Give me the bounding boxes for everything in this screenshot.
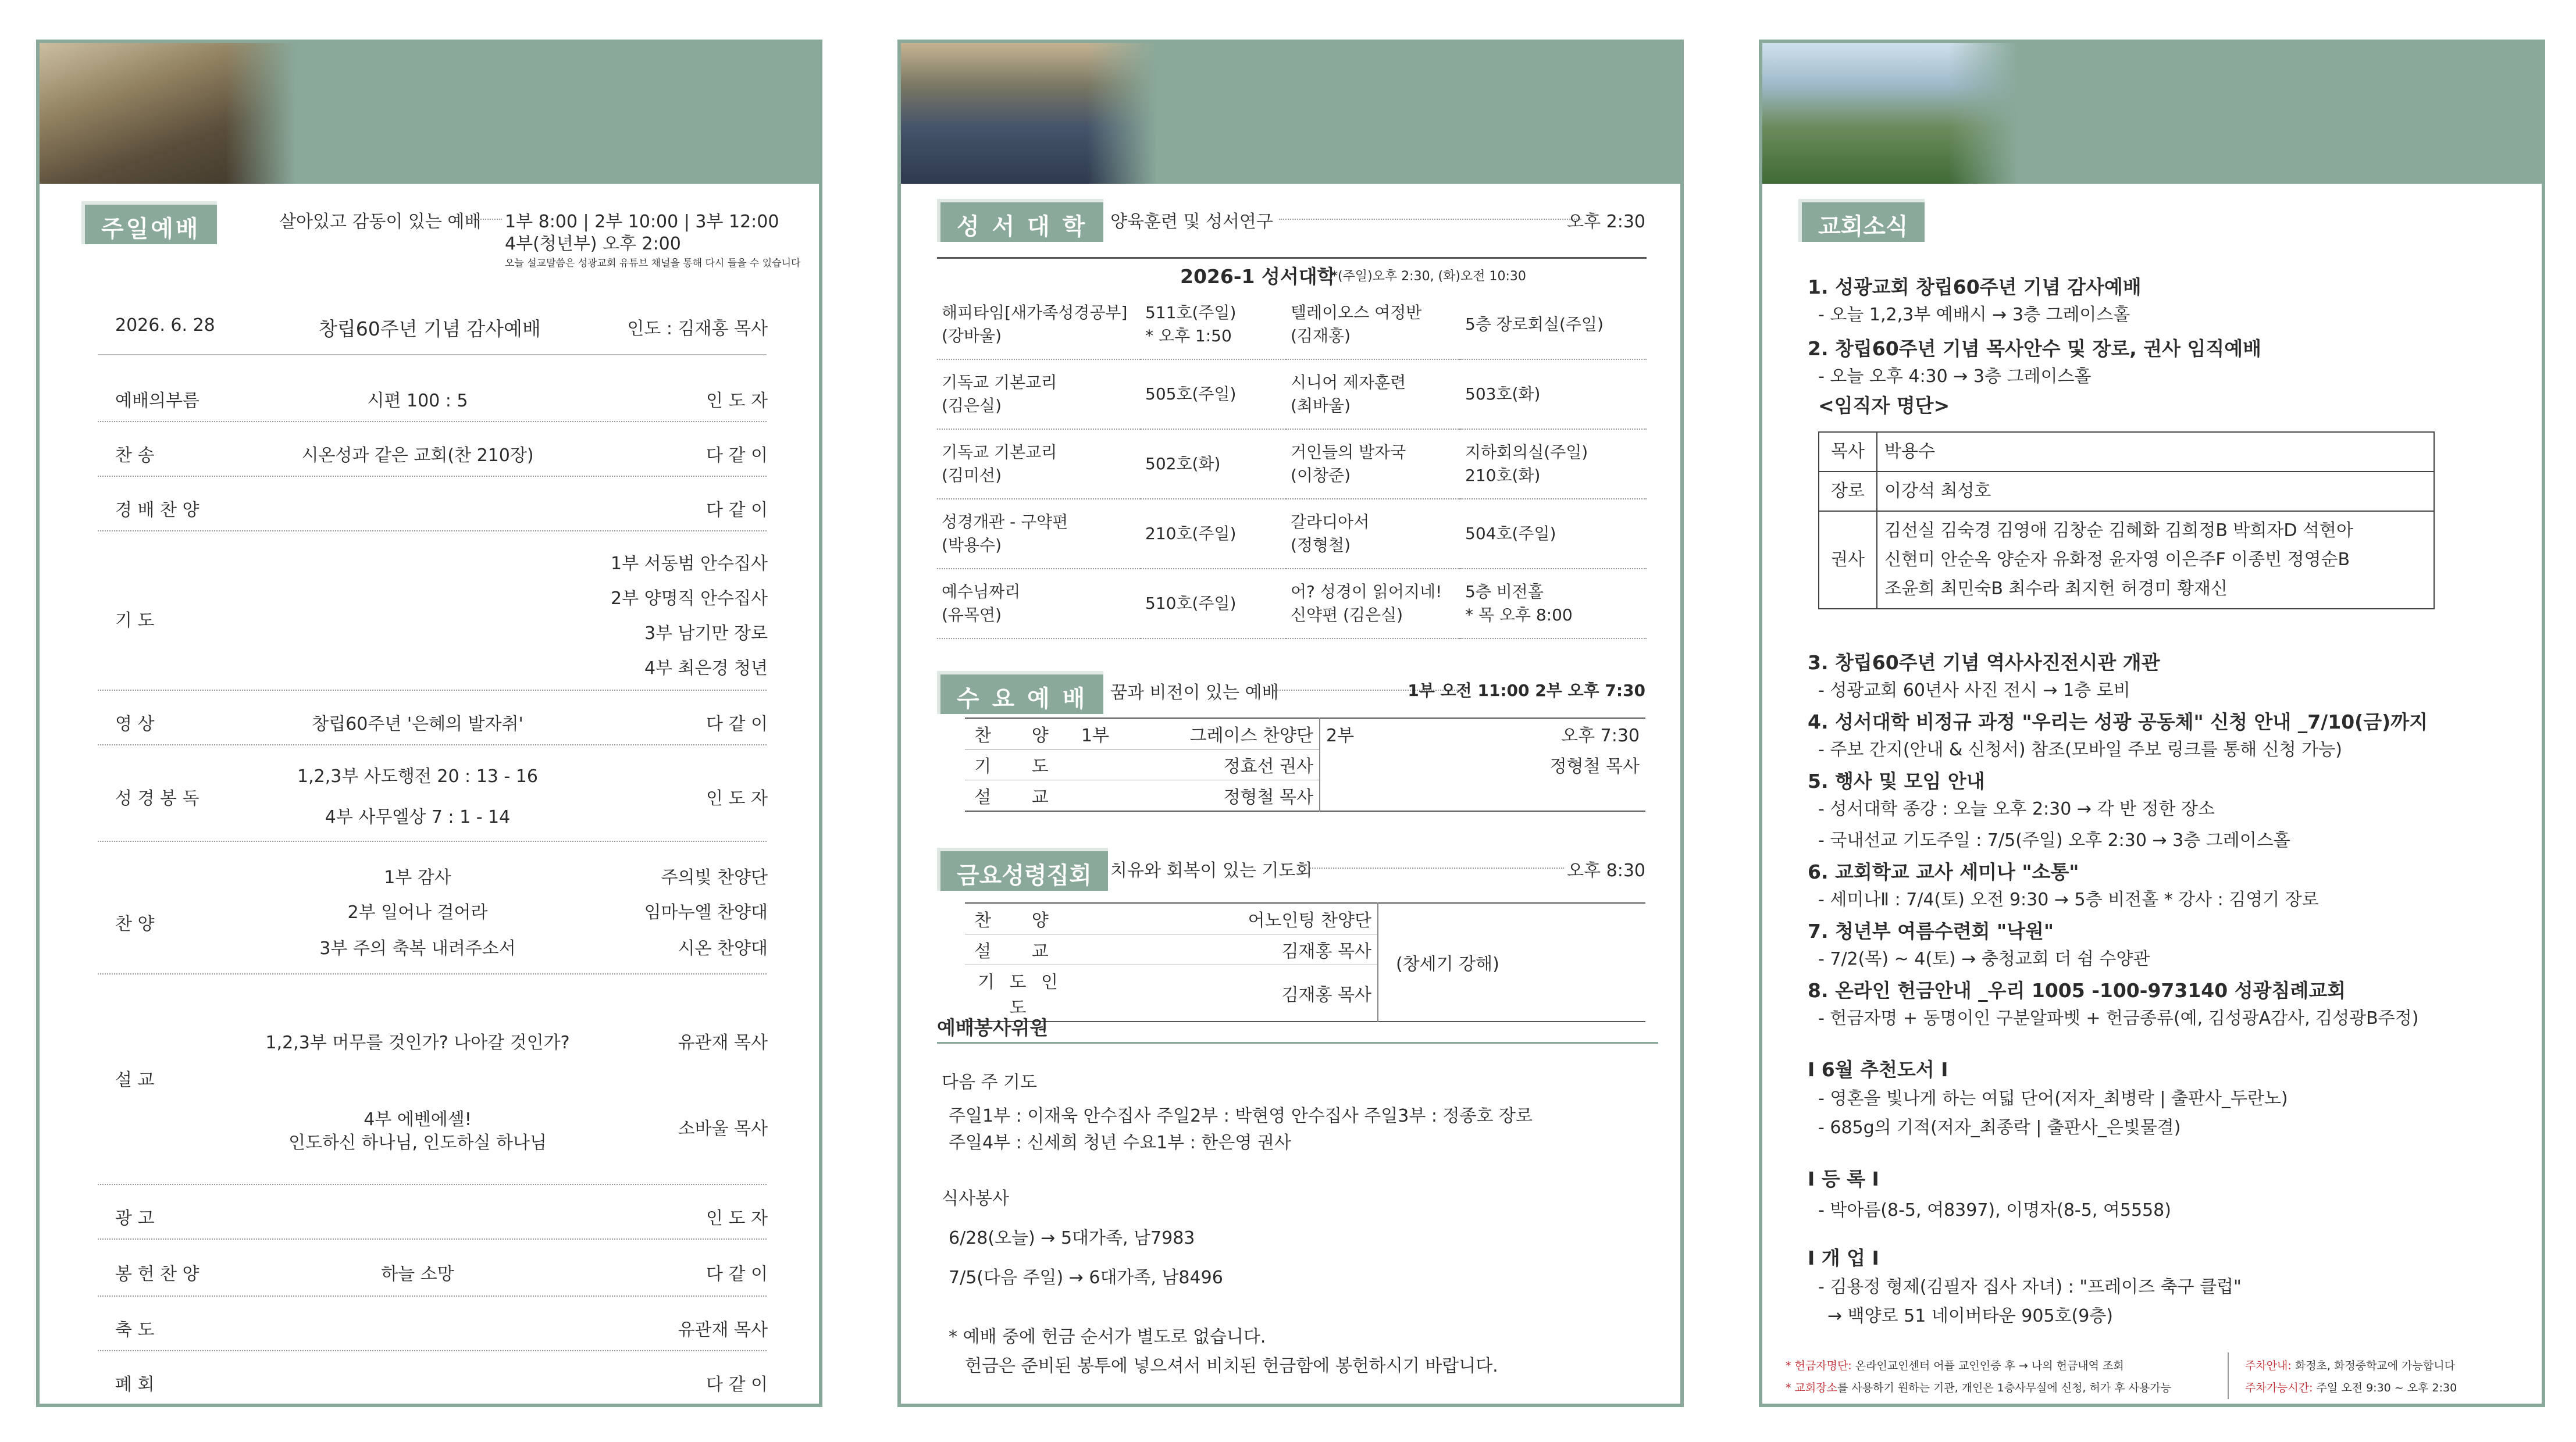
service-times: 1부 8:00 | 2부 10:00 | 3부 12:00 (505, 212, 779, 232)
ord-names: 박용수 (1877, 432, 2434, 472)
divider (98, 841, 767, 842)
course-name (1286, 290, 1460, 359)
order-label: 봉 헌 찬 양 (115, 1264, 199, 1284)
hymn-title: 3부 주의 축복 내려주소서 (319, 938, 516, 959)
course-room (1141, 499, 1286, 569)
divider (467, 219, 502, 220)
fri-person: 김재홍 목사 (1075, 934, 1378, 965)
course-room (1460, 569, 1647, 638)
news-detail: - 오늘 1,2,3부 예배시 → 3층 그레이스홀 (1818, 305, 2130, 325)
course-text: 신약편 (김은실) (1291, 605, 1403, 624)
course-text: 텔레이오스 여정반 (1291, 302, 1422, 322)
divider (2228, 1352, 2229, 1399)
room-text: 504호(주일) (1465, 524, 1556, 543)
course-room (1460, 499, 1647, 569)
news-heading: 4. 성서대학 비정규 과정 "우리는 성광 공동체" 신청 안내 _7/10(금)까지 (1808, 711, 2428, 733)
wednesday-subtitle: 꿈과 비전이 있는 예배 (1110, 683, 1279, 703)
course-text: 거인들의 발자국 (1291, 442, 1406, 462)
prayer-person: 3부 남기만 장로 (644, 623, 768, 644)
sermon-subtitle: 인도하신 하나님, 인도하실 하나님 (288, 1133, 547, 1153)
order-label: 영 상 (115, 714, 155, 734)
divider (98, 973, 767, 975)
book-item: - 685g의 기적(저자_최종락 | 출판사_은빛물결) (1818, 1118, 2181, 1138)
ord-names: 김선실 김숙경 김영애 김창순 김혜화 김희정B 박희자D 석현아 (1884, 520, 2353, 541)
order-label: 기 도 (115, 611, 155, 631)
service-title: 창립60주년 기념 감사예배 (319, 317, 541, 340)
meal-line: 6/28(오늘) → 5대가족, 남7983 (949, 1228, 1195, 1248)
course-row (937, 569, 1647, 638)
sermon-title: 1,2,3부 머무를 것인가? 나아갈 것인가? (265, 1033, 570, 1053)
news-detail: - 주보 간지(안내 & 신청서) 참조(모바일 주보 링크를 통해 신청 가능) (1818, 740, 2342, 760)
order-label: 찬 송 (115, 445, 155, 466)
divider (98, 1295, 767, 1297)
fri-person: 어노인팅 찬양단 (1075, 903, 1378, 934)
order-person: 다 같 이 (706, 500, 768, 520)
opening-item: → 백양로 51 네이버타운 905호(9층) (1827, 1306, 2114, 1326)
bible-college-panel (897, 40, 1684, 1407)
course-row (937, 359, 1647, 429)
course-name (1286, 499, 1460, 569)
divider (98, 1238, 767, 1240)
footer-key: * 교회장소 (1786, 1382, 1837, 1394)
news-heading: 6. 교회학교 교사 세미나 "소통" (1808, 861, 2079, 883)
course-text: (유목연) (942, 605, 1002, 624)
news-detail: - 헌금자명 + 동명이인 구분알파벳 + 헌금종류(예, 김성광A감사, 김성광B주정) (1818, 1008, 2419, 1029)
course-text: 시니어 제자훈련 (1291, 373, 1406, 392)
news-heading: 5. 행사 및 모임 안내 (1808, 770, 1985, 793)
course-name (1286, 359, 1460, 429)
room-text: 502호(화) (1145, 454, 1221, 473)
order-label: 성 경 봉 독 (115, 788, 199, 809)
scripture-line: 1,2,3부 사도행전 20 : 13 - 16 (297, 766, 538, 787)
course-room (1141, 359, 1286, 429)
room-text: 210호(주일) (1145, 524, 1237, 543)
youth-time: 4부(청년부) 오후 2:00 (505, 234, 681, 254)
course-text: 예수님짜리 (942, 582, 1021, 601)
news-heading: 1. 성광교회 창립60주년 기념 감사예배 (1808, 276, 2142, 298)
registration-item: - 박아름(8-5, 여8397), 이명자(8-5, 여5558) (1818, 1200, 2171, 1220)
ord-names: 이강석 최성호 (1877, 472, 2434, 511)
course-text: (김재홍) (1291, 326, 1351, 345)
news-heading: 8. 온라인 헌금안내 _우리 1005 -100-973140 성광침례교회 (1808, 979, 2346, 1002)
order-person: 다 같 이 (706, 1264, 768, 1284)
prayer-person: 2부 양명직 안수집사 (611, 588, 768, 609)
wed-part: 1부 (1075, 718, 1134, 749)
group-photo (901, 43, 1157, 184)
course-room (1460, 359, 1647, 429)
wed-role: 기 도 (965, 749, 1075, 780)
footer-key: 주차가능시간: (2245, 1382, 2313, 1394)
room-text: 510호(주일) (1145, 594, 1237, 613)
meal-title: 식사봉사 (942, 1188, 1009, 1209)
room-text: 505호(주일) (1145, 384, 1237, 404)
registration-title: I 등 록 I (1808, 1168, 1879, 1190)
wednesday-tag: 수 요 예 배 (937, 671, 1103, 714)
prayer-person: 4부 최은경 청년 (644, 658, 768, 679)
sunday-worship-panel (36, 40, 822, 1407)
section-time: 오후 2:30 (1567, 212, 1645, 232)
friday-table (965, 902, 1645, 1022)
section-subtitle: 양육훈련 및 성서연구 (1110, 212, 1273, 232)
wed-person: 정형철 목사 (1549, 756, 1640, 777)
wednesday-time: 1부 오전 11:00 2부 오후 7:30 (1408, 681, 1645, 700)
news-detail: - 성서대학 종강 : 오늘 오후 2:30 → 각 반 정한 장소 (1818, 799, 2215, 819)
course-text: 해피타임[새가족성경공부] (942, 302, 1128, 322)
friday-subtitle: 치유와 회복이 있는 기도회 (1110, 861, 1313, 881)
course-row (937, 499, 1647, 569)
course-text: (김미선) (942, 466, 1002, 485)
room-text: 511호(주일) (1145, 302, 1237, 322)
course-name (1286, 429, 1460, 499)
order-person: 인 도 자 (706, 1208, 768, 1229)
footer-text: 화정초, 화정중학교에 가능합니다 (2294, 1359, 2455, 1372)
course-text: 갈라디아서 (1291, 512, 1370, 531)
friday-tag: 금요성령집회 (937, 848, 1108, 891)
divider (937, 1042, 1658, 1044)
meal-line: 7/5(다음 주일) → 6대가족, 남8496 (949, 1268, 1223, 1288)
footer-text: 를 사용하기 원하는 기관, 개인은 1층사무실에 신청, 허가 후 사용가능 (1837, 1382, 2172, 1394)
course-text: (이창준) (1291, 466, 1351, 485)
news-detail: - 오늘 오후 4:30 → 3층 그레이스홀 (1818, 366, 2092, 387)
divider (1308, 868, 1564, 869)
section-subtitle: 살아있고 감동이 있는 예배 (279, 212, 482, 232)
opening-title: I 개 업 I (1808, 1247, 1879, 1269)
order-person: 다 같 이 (706, 1375, 768, 1395)
footer-key: * 헌금자명단: (1786, 1359, 1852, 1372)
section-tag: 성 서 대 학 (937, 199, 1103, 242)
news-heading: 3. 창립60주년 기념 역사사진전시관 개관 (1808, 651, 2160, 674)
prayer-person: 1부 서동범 안수집사 (611, 554, 768, 574)
ord-role: 목사 (1819, 432, 1877, 472)
course-text: (강바울) (942, 326, 1002, 345)
course-text: (박용수) (942, 536, 1002, 555)
section-tag: 주일예배 (81, 201, 217, 244)
parking-note (2245, 1357, 2455, 1373)
wed-time: 오후 7:30 (1561, 726, 1640, 747)
news-detail: - 국내선교 기도주일 : 7/5(주일) 오후 2:30 → 3층 그레이스홀 (1818, 830, 2290, 851)
order-label: 광 고 (115, 1208, 155, 1229)
wed-person: 정형철 목사 (1134, 780, 1320, 812)
order-label: 설 교 (115, 1070, 155, 1090)
course-text: 기독교 기본교리 (942, 442, 1057, 462)
course-name (937, 290, 1141, 359)
wednesday-table (965, 718, 1645, 812)
divider (98, 421, 767, 422)
order-person: 인 도 자 (706, 391, 768, 411)
divider (98, 354, 767, 355)
fri-person: 김재홍 목사 (1075, 965, 1378, 1022)
fri-role: 기 도 인 도 (965, 965, 1075, 1022)
room-text: 5층 장로회실(주일) (1465, 314, 1604, 334)
hymn-title: 1부 감사 (384, 868, 451, 888)
order-content: 시편 100 : 5 (367, 391, 468, 411)
church-building-photo (1762, 43, 2018, 184)
news-detail: - 세미나Ⅱ : 7/4(토) 오전 9:30 → 5층 비전홀 * 강사 : 김영기 장로 (1818, 890, 2319, 910)
room-text: 지하회의실(주일) (1465, 442, 1588, 462)
course-name (937, 569, 1141, 638)
choir-name: 시온 찬양대 (678, 938, 768, 959)
course-room (1460, 429, 1647, 499)
order-label: 축 도 (115, 1320, 155, 1340)
church-news-panel (1759, 40, 2545, 1407)
wed-person: 그레이스 찬양단 (1134, 718, 1320, 749)
books-title: I 6월 추천도서 I (1808, 1058, 1948, 1081)
wed-part: 2부 (1326, 726, 1355, 747)
wed-role: 찬 양 (965, 718, 1075, 749)
course-name (937, 499, 1141, 569)
news-detail: - 7/2(목) ~ 4(토) → 충청교회 더 쉼 수양관 (1818, 949, 2150, 969)
ordination-table (1818, 431, 2435, 609)
order-person: 인 도 자 (706, 788, 768, 809)
footer-note (1786, 1379, 2171, 1395)
hymn-title: 2부 일어나 걸어라 (347, 902, 488, 923)
section-tag: 교회소식 (1798, 199, 1925, 242)
course-row (937, 290, 1647, 359)
service-leader: 인도 : 김재홍 목사 (627, 319, 768, 339)
news-detail: - 성광교회 60년사 사진 전시 → 1층 로비 (1818, 680, 2130, 701)
news-heading: 7. 청년부 여름수련회 "낙원" (1808, 920, 2054, 943)
ord-role: 장로 (1819, 472, 1877, 511)
friday-time: 오후 8:30 (1567, 861, 1645, 881)
room-text: * 오후 1:50 (1145, 326, 1232, 345)
fri-role: 찬 양 (965, 903, 1075, 934)
table-title: 2026-1 성서대학 (1180, 265, 1336, 288)
scripture-line: 4부 사무엘상 7 : 1 - 14 (325, 807, 511, 827)
sermon-title: 4부 에벤에셀! (364, 1109, 472, 1130)
order-label: 경 배 찬 양 (115, 500, 199, 520)
order-person: 다 같 이 (706, 445, 768, 466)
order-person: 유관재 목사 (678, 1320, 768, 1340)
footer-note (1786, 1357, 2124, 1373)
course-text: (김은실) (942, 396, 1002, 415)
ordination-list-title: <임직자 명단> (1818, 394, 1950, 417)
order-label: 폐 회 (115, 1375, 155, 1395)
ord-role: 권사 (1819, 511, 1877, 609)
prayer-line: 주일1부 : 이재욱 안수집사 주일2부 : 박현영 안수집사 주일3부 : 정종호 장로 (949, 1106, 1533, 1126)
course-text: 기독교 기본교리 (942, 373, 1057, 392)
wed-role: 설 교 (965, 780, 1075, 812)
wed-person: 정효선 권사 (1134, 749, 1320, 780)
service-date: 2026. 6. 28 (115, 315, 215, 335)
course-text: (정형철) (1291, 536, 1351, 555)
preacher: 소바울 목사 (678, 1119, 768, 1139)
divider (98, 476, 767, 477)
room-text: 210호(화) (1465, 466, 1541, 485)
order-content: 시온성과 같은 교회(찬 210장) (301, 445, 534, 466)
fri-note: (창세기 강해) (1396, 954, 1499, 975)
youtube-note: 오늘 설교말씀은 성광교회 유튜브 채널을 통해 다시 들을 수 있습니다 (505, 258, 801, 269)
order-person: 다 같 이 (706, 714, 768, 734)
order-label: 예배의부름 (115, 391, 199, 411)
prayer-title: 다음 주 기도 (942, 1072, 1037, 1093)
divider (98, 1184, 767, 1185)
book-item: - 영혼을 빛나게 하는 여덟 단어(저자_최병락 | 출판사_두란노) (1818, 1088, 2288, 1109)
choir-name: 임마누엘 찬양대 (644, 902, 768, 923)
course-name (937, 359, 1141, 429)
divider (1279, 219, 1581, 220)
footer-key: 주차안내: (2245, 1359, 2292, 1372)
offering-note: * 예배 중에 헌금 순서가 별도로 없습니다. (949, 1327, 1266, 1347)
footer-text: 온라인교인센터 어플 교인인증 후 → 나의 헌금내역 조회 (1855, 1359, 2124, 1372)
course-room (1141, 290, 1286, 359)
divider (98, 690, 767, 691)
room-text: 503호(화) (1465, 384, 1541, 404)
room-text: 5층 비전홀 (1465, 582, 1544, 601)
room-text: * 목 오후 8:00 (1465, 605, 1573, 624)
fri-role: 설 교 (965, 934, 1075, 965)
course-name (937, 429, 1141, 499)
order-content: 하늘 소망 (381, 1264, 454, 1284)
choir-name: 주의빛 찬양단 (661, 868, 768, 888)
order-label: 찬 양 (115, 914, 155, 934)
parking-note (2245, 1379, 2457, 1395)
opening-item: - 김용정 형제(김필자 집사 자녀) : "프레이즈 축구 클럽" (1818, 1277, 2242, 1297)
divider (98, 1350, 767, 1351)
course-room (1141, 429, 1286, 499)
divider (98, 530, 767, 531)
divider (937, 257, 1647, 259)
course-text: (최바울) (1291, 396, 1351, 415)
course-room (1460, 290, 1647, 359)
staff-title: 예배봉사위원 (937, 1016, 1049, 1039)
course-row (937, 429, 1647, 499)
preacher: 유관재 목사 (678, 1033, 768, 1053)
course-text: 성경개관 - 구약편 (942, 512, 1068, 531)
ord-names: 조윤희 최민숙B 최수라 최지헌 허경미 황재신 (1884, 579, 2228, 599)
footer-text: 주일 오전 9:30 ~ 오후 2:30 (2316, 1382, 2457, 1394)
course-name (1286, 569, 1460, 638)
ord-names: 신현미 안순옥 양순자 유화정 윤자영 이은주F 이종빈 정영순B (1884, 549, 2350, 570)
prayer-line: 주일4부 : 신세희 청년 수요1부 : 한은영 권사 (949, 1133, 1291, 1153)
news-heading: 2. 창립60주년 기념 목사안수 및 장로, 권사 임직예배 (1808, 337, 2262, 360)
table-note: *(주일)오후 2:30, (화)오전 10:30 (1331, 269, 1526, 284)
worship-photo (40, 43, 295, 184)
course-text: 어? 성경이 읽어지네! (1291, 582, 1442, 601)
offering-note: 헌금은 준비된 봉투에 넣으셔서 비치된 헌금함에 봉헌하시기 바랍니다. (965, 1356, 1498, 1376)
order-content: 창립60주년 '은혜의 발자취' (312, 714, 523, 734)
divider (98, 744, 767, 745)
course-table (937, 290, 1647, 639)
course-room (1141, 569, 1286, 638)
